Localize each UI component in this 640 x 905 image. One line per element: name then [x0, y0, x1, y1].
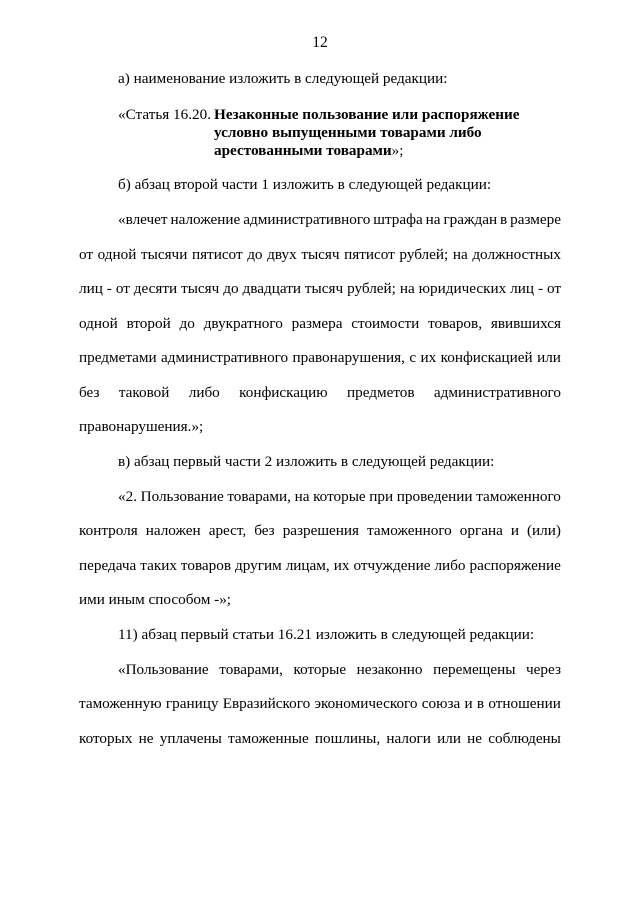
quote1-line-2 — [79, 246, 561, 264]
quote3-line-1 — [118, 661, 561, 679]
word: лиц — [79, 280, 103, 297]
word: их — [333, 557, 350, 574]
word: двух — [267, 246, 297, 263]
word: соблюдены — [488, 730, 561, 747]
word: таможенного — [476, 488, 561, 505]
paragraph-b: б) абзац второй части 1 изложить в следующей редакции: — [118, 176, 492, 193]
word: административного — [243, 211, 371, 228]
article-title-line-2: условно выпущенными товарами либо — [214, 124, 482, 141]
quote3-line-2 — [79, 695, 561, 713]
word: рублей; — [347, 280, 396, 297]
quote1-line-3 — [79, 280, 561, 298]
word: либо — [188, 384, 220, 401]
word: арест, — [208, 522, 247, 539]
word: тысяч — [301, 246, 340, 263]
word: на — [294, 488, 310, 505]
word: конфискацию — [239, 384, 328, 401]
word: на — [452, 246, 468, 263]
word: которые — [293, 661, 347, 678]
word: Пользование — [140, 488, 224, 505]
word: или — [437, 730, 461, 747]
word: лиц — [510, 280, 534, 297]
word: административного — [161, 349, 289, 366]
word: тысяч — [304, 280, 344, 297]
paragraph-11: 11) абзац первый статьи 16.21 изложить в следующей редакции: — [118, 626, 535, 643]
word: наложен — [145, 522, 201, 539]
word: таможенные — [228, 730, 309, 747]
word: наложение — [170, 211, 241, 228]
word: одной — [97, 246, 137, 263]
word: и — [510, 522, 519, 539]
word: до — [223, 280, 239, 297]
word: в — [500, 211, 508, 228]
word: незаконно — [356, 661, 423, 678]
word: таковой — [118, 384, 170, 401]
word: штрафа — [373, 211, 423, 228]
quote1-line-1 — [118, 211, 561, 229]
word: - — [106, 280, 112, 297]
article-suffix: »; — [391, 142, 404, 159]
word: административного — [433, 384, 561, 401]
word: распоряжение — [469, 557, 561, 574]
word: юридических — [418, 280, 507, 297]
word: их — [420, 349, 437, 366]
word: которых — [79, 730, 133, 747]
word: явившихся — [490, 315, 561, 332]
word: от — [115, 280, 130, 297]
quote3-line-3 — [79, 730, 561, 748]
paragraph-a: а) наименование изложить в следующей редакции: — [118, 70, 448, 87]
word: от — [546, 280, 561, 297]
word: предметами — [79, 349, 157, 366]
quote2-line-3 — [79, 557, 561, 575]
word: - — [537, 280, 544, 297]
word: союза — [421, 695, 461, 712]
word: рублей; — [399, 246, 449, 263]
word: уплачены — [159, 730, 222, 747]
word: контроля — [79, 522, 138, 539]
word: тысячи — [140, 246, 188, 263]
word: через — [526, 661, 561, 678]
word: товарами, — [227, 488, 291, 505]
word: граждан — [443, 211, 498, 228]
word: отношении — [488, 695, 561, 712]
quote2-last-line: ими иным способом -»; — [79, 591, 232, 608]
word: (или) — [527, 522, 561, 539]
word: «Пользование — [118, 661, 209, 678]
word: разрешения — [282, 522, 360, 539]
word: на — [425, 211, 441, 228]
word: конфискацией — [440, 349, 533, 366]
word: налоги — [386, 730, 431, 747]
word: таможенного — [367, 522, 452, 539]
quote1-line-4 — [79, 315, 561, 333]
word: второй — [126, 315, 171, 332]
word: десяти — [133, 280, 178, 297]
word: пятисот — [344, 246, 395, 263]
word: двадцати — [242, 280, 301, 297]
word: одной — [79, 315, 118, 332]
word: на — [399, 280, 415, 297]
word: при — [369, 488, 394, 505]
word: либо — [434, 557, 466, 574]
word: отчуждение — [353, 557, 431, 574]
quote2-line-1 — [118, 488, 561, 506]
word: которые — [313, 488, 366, 505]
word: экономического — [314, 695, 418, 712]
article-prefix: «Статья 16.20. — [118, 106, 212, 123]
word: товаров, — [428, 315, 482, 332]
word: двукратного — [203, 315, 283, 332]
word: другим — [235, 557, 282, 574]
word: «2. — [118, 488, 137, 505]
word: перемещены — [433, 661, 516, 678]
word: должностных — [472, 246, 561, 263]
word: в — [476, 695, 485, 712]
word: пятисот — [191, 246, 243, 263]
article-title-line-1: Незаконные пользование или распоряжение — [214, 106, 520, 123]
word: и — [464, 695, 473, 712]
word: таможенную — [79, 695, 162, 712]
word: органа — [459, 522, 503, 539]
word: предметов — [347, 384, 415, 401]
word: не — [138, 730, 154, 747]
quote1-line-6 — [79, 384, 561, 402]
word: без — [79, 384, 100, 401]
word: «влечет — [118, 211, 168, 228]
word: границу — [165, 695, 219, 712]
article-title-line-3 — [214, 142, 403, 160]
word: товарами, — [219, 661, 283, 678]
word: пошлины, — [314, 730, 381, 747]
quote2-line-2 — [79, 522, 561, 540]
word: таких — [140, 557, 177, 574]
word: правонарушения, — [292, 349, 405, 366]
word: проведении — [396, 488, 473, 505]
paragraph-v: в) абзац первый части 2 изложить в следующей редакции: — [118, 453, 495, 470]
word: размере — [510, 211, 561, 228]
word: или — [537, 349, 561, 366]
quote1-line-5 — [79, 349, 561, 367]
word: от — [79, 246, 94, 263]
word: без — [254, 522, 275, 539]
word: стоимости — [351, 315, 420, 332]
page-number: 12 — [312, 34, 328, 51]
word: Евразийского — [222, 695, 311, 712]
word: до — [247, 246, 263, 263]
word: товаров — [180, 557, 232, 574]
word: размера — [291, 315, 343, 332]
word: с — [409, 349, 417, 366]
word: передача — [79, 557, 137, 574]
word: лицам, — [285, 557, 330, 574]
word: до — [179, 315, 195, 332]
article-title-text: арестованными товарами — [214, 142, 392, 159]
word: не — [467, 730, 483, 747]
quote1-last-line: правонарушения.»; — [79, 418, 204, 435]
word: тысяч — [181, 280, 220, 297]
